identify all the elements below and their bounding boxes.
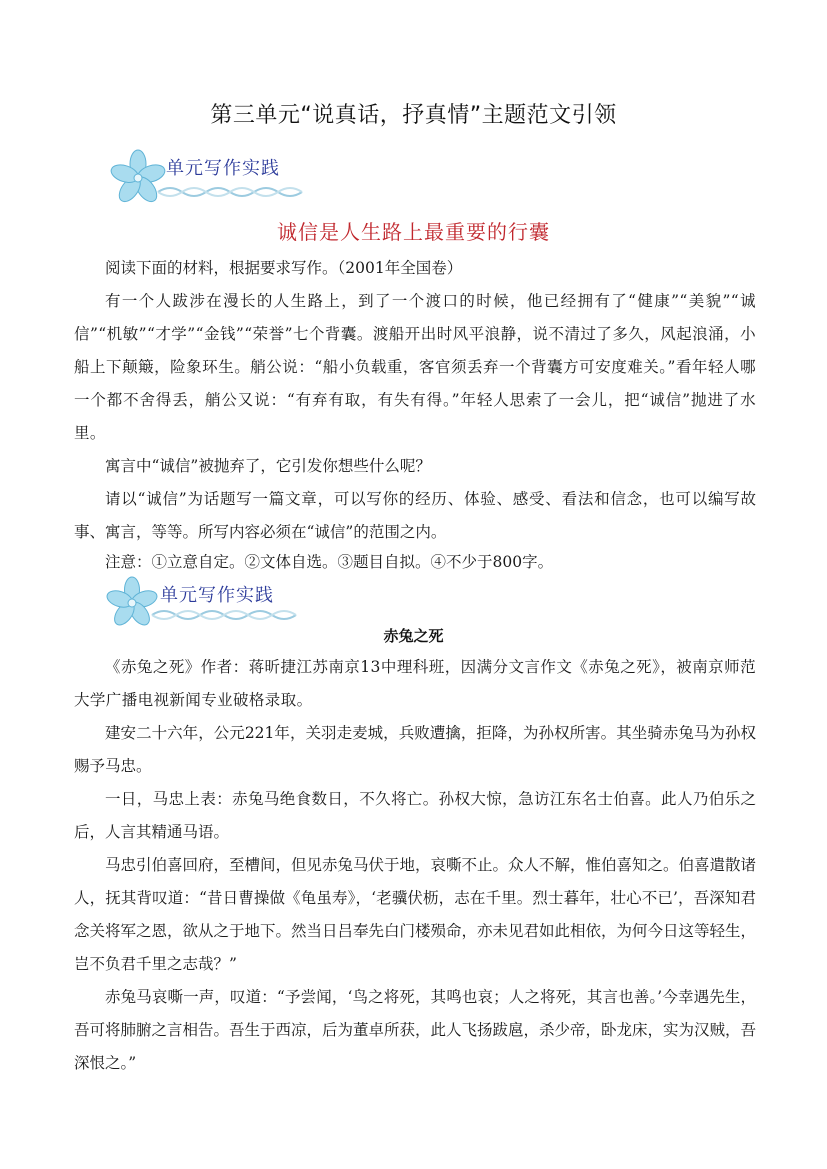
section-label: 单元写作实践 (166, 158, 280, 179)
section-label-2: 单元写作实践 (160, 585, 274, 606)
essay-title-integrity: 诚信是人生路上最重要的行囊 (277, 220, 550, 244)
essay-paragraph: 建安二十六年，公元221年，关羽走麦城，兵败遭擒，拒降，为孙权所害。其坐骑赤兔马为孙权赐予马忠。 (74, 724, 756, 775)
prompt-notes: 注意：①立意自定。②文体自选。③题目自拟。④不少于800字。 (105, 553, 554, 571)
page-title: 第三单元“说真话，抒真情”主题范文引领 (210, 103, 617, 128)
essay-title-red-hare: 赤兔之死 (383, 627, 444, 645)
essay-paragraph: 马忠引伯喜回府，至槽间，但见赤兔马伏于地，哀嘶不止。众人不解，惟伯喜知之。伯喜遣散诸人，抚其背叹道：“昔日曹操做《龟虽寿》，‘老骥伏枥，志在千里。烈士暮年，壮心不已’，吾深知君念关将军之恩，欲从之于地下。然当日吕奉先白门楼殒命，亦未见君如此相依，为何今日这等轻生，岂不负君千里之志哉？” (74, 856, 757, 973)
section-banner (110, 148, 330, 208)
prompt-intro: 阅读下面的材料，根据要求写作。（2001年全国卷） (105, 259, 463, 277)
prompt-requirement: 请以“诚信”为话题写一篇文章，可以写你的经历、体验、感受、看法和信念，也可以编写故事、寓言，等等。所写内容必须在“诚信”的范围之内。 (74, 490, 756, 541)
essay-paragraph: 赤兔马哀嘶一声，叹道：“予尝闻，‘鸟之将死，其鸣也哀；人之将死，其言也善。’今幸遇先生，吾可将肺腑之言相告。吾生于西凉，后为董卓所获，此人飞扬跋扈，杀少帝，卧龙床，实为汉贼，吾深恨之。” (74, 988, 757, 1072)
prompt-question: 寓言中“诚信”被抛弃了，它引发你想些什么呢？ (105, 457, 431, 475)
prompt-material: 有一个人跋涉在漫长的人生路上，到了一个渡口的时候，他已经拥有了“健康”“美貌”“诚信”“机敏”“才学”“金钱”“荣誉”七个背囊。渡船开出时风平浪静，说不清过了多久，风起浪涌，小船上下颠簸，险象环生。艄公说：“船小负载重，客官须丢弃一个背囊方可安度难关。”看年轻人哪一个都不舍得丢，艄公又说：“有弃有取，有失有得。”年轻人思索了一会儿，把“诚信”抛进了水里。 (74, 292, 756, 442)
essay-author-note: 《赤兔之死》作者：蒋昕捷江苏南京13中理科班，因满分文言作文《赤兔之死》，被南京师范大学广播电视新闻专业破格录取。 (74, 658, 756, 709)
essay-paragraph: 一日，马忠上表：赤兔马绝食数日，不久将亡。孙权大惊，急访江东名士伯喜。此人乃伯乐之后，人言其精通马语。 (74, 790, 756, 841)
